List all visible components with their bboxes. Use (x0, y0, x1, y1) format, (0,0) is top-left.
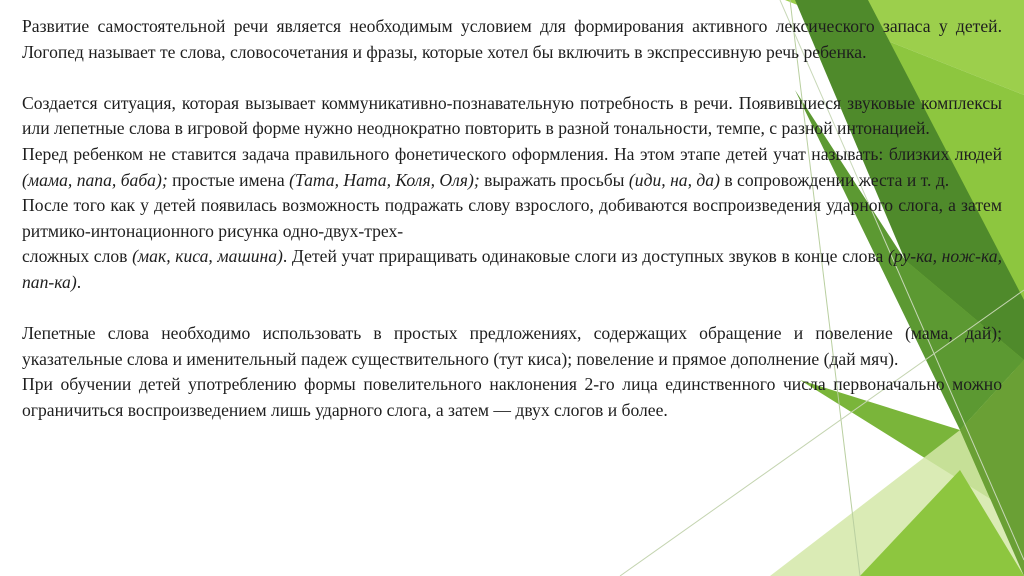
text-run: в сопровождении жеста и т. д. (719, 169, 950, 190)
slide-text-body (22, 14, 1002, 424)
italic-examples: (мама, папа, баба); (22, 169, 168, 190)
italic-examples: (мак, киса, машина) (132, 246, 283, 267)
italic-examples: (иди, на, да) (628, 169, 720, 190)
paragraph-spacer (22, 65, 1002, 91)
italic-examples: (Тата, Ната, Коля, Оля); (289, 169, 480, 190)
italic-examples: (ру-ка, нож-ка, пап-ка) (22, 246, 1002, 292)
paragraph-3 (22, 142, 1002, 193)
text-run: выражать просьбы (479, 169, 629, 190)
paragraph-2: Создается ситуация, которая вызывает коммуникативно-познавательную потребность в речи. Появившиеся звуковые комплексы или лепетные слова в игровой форме нужно неоднократно повторить в разной тональности, темпе, с разной интонацией. (22, 92, 1002, 139)
paragraph-4: После того как у детей появилась возможность подражать слову взрослого, добиваются воспроизведения ударного слога, а затем ритмико-интонационного рисунка одно-двух-трех- (22, 195, 1002, 241)
paragraph-7: При обучении детей употреблению формы повелительного наклонения 2-го лица единственного числа первоначально можно ограничиться воспроизведением лишь ударного слога, а затем — двух слогов и более. (22, 374, 1002, 420)
paragraph-5 (22, 244, 1002, 295)
text-run: . Детей учат приращивать одинаковые слоги из доступных звуков в конце слова (282, 246, 888, 267)
paragraph-6: Лепетные слова необходимо использовать в простых предложениях, содержащих обращение и повеление (мама, дай); указательные слова и именительный падеж существительного (тут киса); повеление и прямое дополнение (дай мяч). (22, 323, 1002, 369)
text-run: . (76, 271, 82, 292)
text-run: простые имена (167, 169, 290, 190)
text-run: Перед ребенком не ставится задача правильного фонетического оформления. На этом этапе детей учат называть: близких людей (22, 143, 1002, 164)
text-run: сложных слов (22, 246, 133, 267)
paragraph-spacer (22, 296, 1002, 322)
paragraph-1: Развитие самостоятельной речи является необходимым условием для формирования активного лексического запаса у детей. Логопед называет те слова, словосочетания и фразы, которые хотел бы включить в экспрессивную речь ребенка. (22, 16, 1002, 62)
